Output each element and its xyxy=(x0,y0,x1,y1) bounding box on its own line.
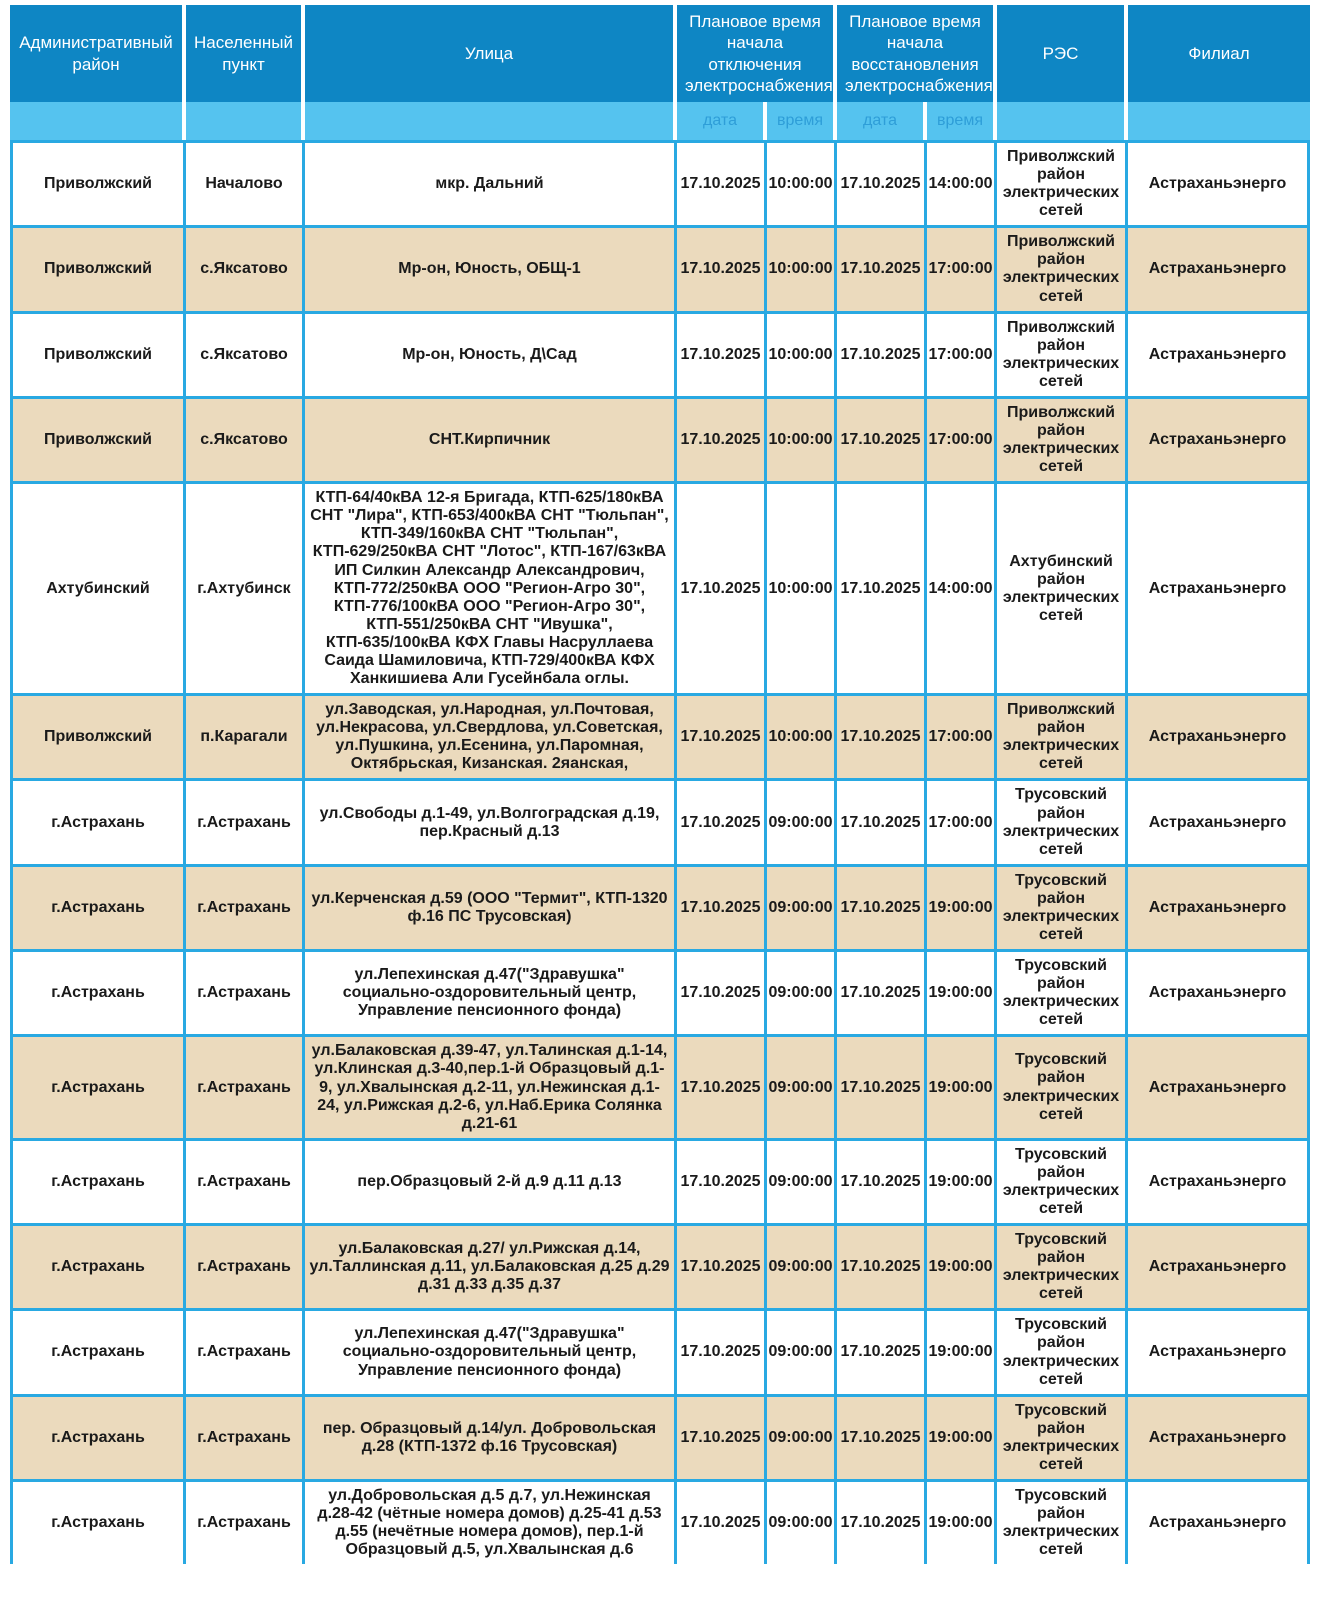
cell-restore-time: 19:00:00 xyxy=(927,1223,997,1308)
cell-off-date: 17.10.2025 xyxy=(677,396,767,481)
cell-admin-district: г.Астрахань xyxy=(10,778,186,863)
cell-restore-date: 17.10.2025 xyxy=(837,693,927,778)
cell-admin-district: г.Астрахань xyxy=(10,864,186,949)
cell-res: Трусовский район электрических сетей xyxy=(997,1223,1128,1308)
cell-restore-date: 17.10.2025 xyxy=(837,1308,927,1393)
cell-branch: Астраханьэнерго xyxy=(1128,1308,1310,1393)
cell-restore-time: 17:00:00 xyxy=(927,225,997,310)
cell-settlement: г.Астрахань xyxy=(186,949,305,1034)
cell-settlement: г.Астрахань xyxy=(186,778,305,863)
table-row xyxy=(10,1138,1310,1223)
cell-res: Трусовский район электрических сетей xyxy=(997,949,1128,1034)
cell-street: ул.Керченская д.59 (ООО "Термит", КТП-1320 ф.16 ПС Трусовская) xyxy=(305,864,677,949)
cell-off-time: 09:00:00 xyxy=(767,1308,837,1393)
table-row xyxy=(10,693,1310,778)
cell-off-date: 17.10.2025 xyxy=(677,1034,767,1137)
cell-restore-date: 17.10.2025 xyxy=(837,396,927,481)
cell-off-time: 10:00:00 xyxy=(767,311,837,396)
table-row xyxy=(10,778,1310,863)
cell-street: ул.Балаковская д.27/ ул.Рижская д.14, ул.Таллинская д.11, ул.Балаковская д.25 д.29 д.31 д.33 д.35 д.37 xyxy=(305,1223,677,1308)
cell-off-date: 17.10.2025 xyxy=(677,1479,767,1564)
cell-restore-date: 17.10.2025 xyxy=(837,1138,927,1223)
subheader-restore-date: дата xyxy=(837,102,927,140)
cell-res: Трусовский район электрических сетей xyxy=(997,1308,1128,1393)
table-body xyxy=(10,140,1310,1564)
cell-restore-time: 17:00:00 xyxy=(927,778,997,863)
cell-branch: Астраханьэнерго xyxy=(1128,225,1310,310)
cell-settlement: г.Астрахань xyxy=(186,1138,305,1223)
cell-settlement: г.Астрахань xyxy=(186,864,305,949)
cell-branch: Астраханьэнерго xyxy=(1128,1138,1310,1223)
cell-off-date: 17.10.2025 xyxy=(677,311,767,396)
cell-off-time: 10:00:00 xyxy=(767,481,837,693)
cell-settlement: с.Яксатово xyxy=(186,396,305,481)
cell-off-date: 17.10.2025 xyxy=(677,1308,767,1393)
cell-restore-time: 19:00:00 xyxy=(927,1394,997,1479)
cell-restore-date: 17.10.2025 xyxy=(837,311,927,396)
cell-settlement: г.Астрахань xyxy=(186,1479,305,1564)
cell-restore-time: 17:00:00 xyxy=(927,693,997,778)
cell-restore-time: 17:00:00 xyxy=(927,396,997,481)
cell-branch: Астраханьэнерго xyxy=(1128,481,1310,693)
cell-restore-date: 17.10.2025 xyxy=(837,1223,927,1308)
cell-restore-time: 19:00:00 xyxy=(927,864,997,949)
table-row xyxy=(10,1479,1310,1564)
cell-admin-district: Ахтубинский xyxy=(10,481,186,693)
cell-off-date: 17.10.2025 xyxy=(677,778,767,863)
cell-branch: Астраханьэнерго xyxy=(1128,949,1310,1034)
cell-off-date: 17.10.2025 xyxy=(677,693,767,778)
cell-res: Приволжский район электрических сетей xyxy=(997,396,1128,481)
header-planned-restore: Плановое время начала восстановления электроснабжения xyxy=(837,5,997,102)
cell-branch: Астраханьэнерго xyxy=(1128,1394,1310,1479)
cell-off-time: 09:00:00 xyxy=(767,1034,837,1137)
cell-street: ул.Лепехинская д.47("Здравушка" социально-оздоровительный центр, Управление пенсионного фонда) xyxy=(305,949,677,1034)
cell-street: мкр. Дальний xyxy=(305,140,677,225)
table-row xyxy=(10,140,1310,225)
cell-branch: Астраханьэнерго xyxy=(1128,1034,1310,1137)
cell-restore-time: 14:00:00 xyxy=(927,481,997,693)
cell-admin-district: Приволжский xyxy=(10,140,186,225)
cell-street: пер.Образцовый 2-й д.9 д.11 д.13 xyxy=(305,1138,677,1223)
cell-settlement: г.Ахтубинск xyxy=(186,481,305,693)
cell-restore-date: 17.10.2025 xyxy=(837,864,927,949)
cell-off-time: 09:00:00 xyxy=(767,778,837,863)
cell-restore-date: 17.10.2025 xyxy=(837,1034,927,1137)
cell-restore-date: 17.10.2025 xyxy=(837,1479,927,1564)
cell-res: Приволжский район электрических сетей xyxy=(997,225,1128,310)
table-row xyxy=(10,949,1310,1034)
cell-branch: Астраханьэнерго xyxy=(1128,1479,1310,1564)
cell-admin-district: г.Астрахань xyxy=(10,949,186,1034)
cell-street: ул.Заводская, ул.Народная, ул.Почтовая, ул.Некрасова, ул.Свердлова, ул.Советская, ул.Пушкина, ул.Есенина, ул.Паромная, Октябрьская, Кизанская. 2яанская, xyxy=(305,693,677,778)
cell-res: Трусовский район электрических сетей xyxy=(997,1034,1128,1137)
cell-street: СНТ.Кирпичник xyxy=(305,396,677,481)
table-row xyxy=(10,1394,1310,1479)
cell-off-time: 10:00:00 xyxy=(767,396,837,481)
cell-restore-date: 17.10.2025 xyxy=(837,778,927,863)
header-street: Улица xyxy=(305,5,677,102)
cell-admin-district: г.Астрахань xyxy=(10,1138,186,1223)
cell-res: Приволжский район электрических сетей xyxy=(997,140,1128,225)
cell-off-time: 09:00:00 xyxy=(767,1138,837,1223)
cell-off-time: 09:00:00 xyxy=(767,949,837,1034)
cell-restore-date: 17.10.2025 xyxy=(837,949,927,1034)
table-row xyxy=(10,1034,1310,1137)
cell-res: Трусовский район электрических сетей xyxy=(997,778,1128,863)
header-admin-district: Административный район xyxy=(10,5,186,102)
cell-off-date: 17.10.2025 xyxy=(677,1394,767,1479)
cell-restore-date: 17.10.2025 xyxy=(837,140,927,225)
table-row xyxy=(10,1308,1310,1393)
cell-settlement: п.Карагали xyxy=(186,693,305,778)
cell-settlement: г.Астрахань xyxy=(186,1308,305,1393)
table-row xyxy=(10,396,1310,481)
subheader-restore-time: время xyxy=(927,102,997,140)
cell-off-date: 17.10.2025 xyxy=(677,140,767,225)
table-row xyxy=(10,311,1310,396)
cell-off-time: 09:00:00 xyxy=(767,1394,837,1479)
cell-street: КТП-64/40кВА 12-я Бригада, КТП-625/180кВА СНТ "Лира", КТП-653/400кВА СНТ "Тюльпан", КТП-349/160кВА СНТ "Тюльпан", КТП-629/250кВА СНТ "Лотос", КТП-167/63кВА ИП Силкин Александр Александрович, КТП-772/250кВА ООО "Регион-Агро 30", КТП-776/100кВА ООО "Регион-Агро 30", КТП-551/250кВА СНТ "Ивушка", КТП-635/100кВА КФХ Главы Насруллаева Саида Шамиловича, КТП-729/400кВА КФХ Ханкишиева Али Гусейнбала оглы. xyxy=(305,481,677,693)
cell-off-time: 10:00:00 xyxy=(767,140,837,225)
cell-off-date: 17.10.2025 xyxy=(677,949,767,1034)
table-row xyxy=(10,481,1310,693)
cell-restore-time: 14:00:00 xyxy=(927,140,997,225)
cell-res: Трусовский район электрических сетей xyxy=(997,864,1128,949)
cell-off-date: 17.10.2025 xyxy=(677,864,767,949)
cell-street: Мр-он, Юность, Д\Сад xyxy=(305,311,677,396)
cell-branch: Астраханьэнерго xyxy=(1128,864,1310,949)
cell-off-time: 09:00:00 xyxy=(767,1479,837,1564)
header-planned-off: Плановое время начала отключения электроснабжения xyxy=(677,5,837,102)
cell-restore-time: 17:00:00 xyxy=(927,311,997,396)
table-row xyxy=(10,1223,1310,1308)
cell-off-time: 10:00:00 xyxy=(767,225,837,310)
cell-admin-district: г.Астрахань xyxy=(10,1308,186,1393)
cell-settlement: с.Яксатово xyxy=(186,311,305,396)
cell-branch: Астраханьэнерго xyxy=(1128,140,1310,225)
subheader-off-date: дата xyxy=(677,102,767,140)
subheader-empty-res xyxy=(997,102,1128,140)
cell-settlement: г.Астрахань xyxy=(186,1394,305,1479)
subheader-empty-settlement xyxy=(186,102,305,140)
cell-admin-district: г.Астрахань xyxy=(10,1394,186,1479)
cell-off-date: 17.10.2025 xyxy=(677,1223,767,1308)
table-subheader xyxy=(10,102,1310,140)
cell-res: Трусовский район электрических сетей xyxy=(997,1394,1128,1479)
cell-off-time: 10:00:00 xyxy=(767,693,837,778)
cell-street: ул.Добровольская д.5 д.7, ул.Нежинская д.28-42 (чётные номера домов) д.25-41 д.53 д.55 (нечётные номера домов), пер.1-й Образцовый д.5, ул.Хвалынская д.6 xyxy=(305,1479,677,1564)
cell-settlement: г.Астрахань xyxy=(186,1034,305,1137)
cell-settlement: с.Яксатово xyxy=(186,225,305,310)
cell-res: Ахтубинский район электрических сетей xyxy=(997,481,1128,693)
subheader-empty-admin xyxy=(10,102,186,140)
header-branch: Филиал xyxy=(1128,5,1310,102)
cell-settlement: г.Астрахань xyxy=(186,1223,305,1308)
cell-admin-district: Приволжский xyxy=(10,311,186,396)
cell-restore-date: 17.10.2025 xyxy=(837,481,927,693)
outage-schedule-table xyxy=(10,5,1310,1564)
cell-off-date: 17.10.2025 xyxy=(677,481,767,693)
cell-branch: Астраханьэнерго xyxy=(1128,778,1310,863)
cell-settlement: Началово xyxy=(186,140,305,225)
cell-admin-district: г.Астрахань xyxy=(10,1223,186,1308)
header-res: РЭС xyxy=(997,5,1128,102)
cell-street: ул.Свободы д.1-49, ул.Волгоградская д.19, пер.Красный д.13 xyxy=(305,778,677,863)
cell-branch: Астраханьэнерго xyxy=(1128,311,1310,396)
cell-branch: Астраханьэнерго xyxy=(1128,396,1310,481)
cell-admin-district: Приволжский xyxy=(10,396,186,481)
cell-admin-district: г.Астрахань xyxy=(10,1479,186,1564)
table-row xyxy=(10,864,1310,949)
cell-off-date: 17.10.2025 xyxy=(677,1138,767,1223)
subheader-empty-branch xyxy=(1128,102,1310,140)
cell-restore-time: 19:00:00 xyxy=(927,1308,997,1393)
cell-res: Приволжский район электрических сетей xyxy=(997,693,1128,778)
cell-admin-district: г.Астрахань xyxy=(10,1034,186,1137)
cell-restore-time: 19:00:00 xyxy=(927,1138,997,1223)
cell-off-time: 09:00:00 xyxy=(767,1223,837,1308)
cell-res: Приволжский район электрических сетей xyxy=(997,311,1128,396)
cell-admin-district: Приволжский xyxy=(10,693,186,778)
cell-restore-time: 19:00:00 xyxy=(927,949,997,1034)
cell-off-date: 17.10.2025 xyxy=(677,225,767,310)
cell-street: пер. Образцовый д.14/ул. Добровольская д.28 (КТП-1372 ф.16 Трусовская) xyxy=(305,1394,677,1479)
cell-restore-date: 17.10.2025 xyxy=(837,225,927,310)
subheader-off-time: время xyxy=(767,102,837,140)
cell-street: ул.Лепехинская д.47("Здравушка" социально-оздоровительный центр, Управление пенсионного фонда) xyxy=(305,1308,677,1393)
table-row xyxy=(10,225,1310,310)
cell-off-time: 09:00:00 xyxy=(767,864,837,949)
cell-branch: Астраханьэнерго xyxy=(1128,693,1310,778)
cell-restore-date: 17.10.2025 xyxy=(837,1394,927,1479)
cell-res: Трусовский район электрических сетей xyxy=(997,1138,1128,1223)
cell-street: ул.Балаковская д.39-47, ул.Талинская д.1-14, ул.Клинская д.3-40,пер.1-й Образцовый д.1-9, ул.Хвалынская д.2-11, ул.Нежинская д.1-24, ул.Рижская д.2-6, ул.Наб.Ерика Солянка д.21-61 xyxy=(305,1034,677,1137)
subheader-empty-street xyxy=(305,102,677,140)
cell-res: Трусовский район электрических сетей xyxy=(997,1479,1128,1564)
cell-street: Мр-он, Юность, ОБЩ-1 xyxy=(305,225,677,310)
cell-restore-time: 19:00:00 xyxy=(927,1479,997,1564)
cell-restore-time: 19:00:00 xyxy=(927,1034,997,1137)
header-settlement: Населенный пункт xyxy=(186,5,305,102)
table-header xyxy=(10,5,1310,140)
cell-branch: Астраханьэнерго xyxy=(1128,1223,1310,1308)
cell-admin-district: Приволжский xyxy=(10,225,186,310)
